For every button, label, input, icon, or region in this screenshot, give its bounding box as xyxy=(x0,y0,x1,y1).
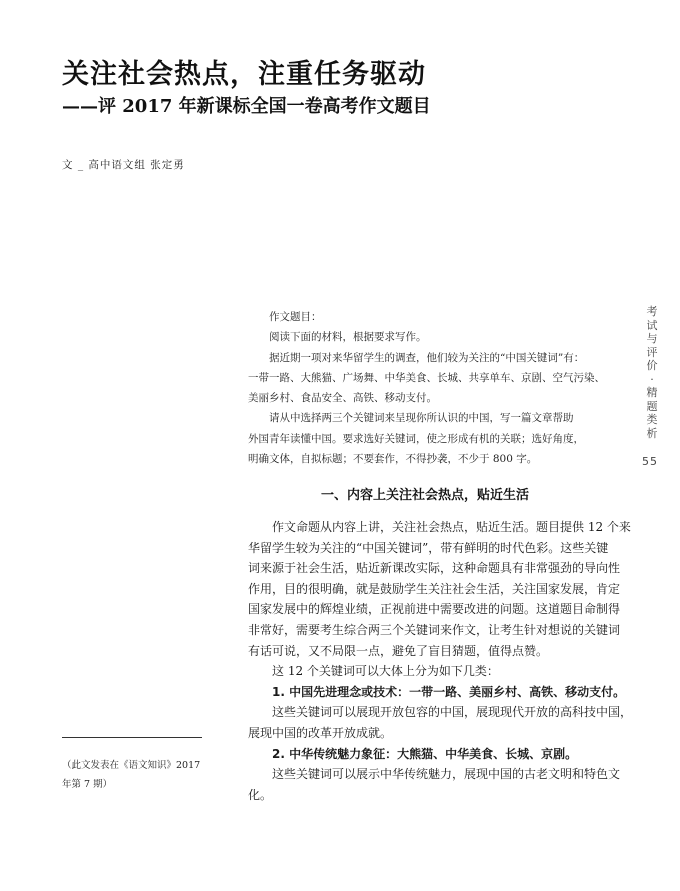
body-line: 华留学生较为关注的“中国关键词”，带有鲜明的时代色彩。这些关键 xyxy=(248,540,609,555)
body-line: 非常好，需要考生综合两三个关键词来作文，让考生针对想说的关键词 xyxy=(248,622,621,637)
sidebar-char: · xyxy=(650,372,654,386)
sidebar-char: 精 xyxy=(646,386,658,399)
footnote-line: （此文发表在《语文知识》2017 xyxy=(62,760,201,771)
body-line: 有话可说，又不局限一点，避免了盲目猜题，值得点赞。 xyxy=(248,643,549,658)
footnote-line: 年第 7 期） xyxy=(62,779,113,790)
body-line: 词来源于社会生活，贴近新课改实际，这种命题具有非常强劲的导向性 xyxy=(248,561,621,576)
category-heading: 2. 中华传统魅力象征：大熊猫、中华美食、长城、京剧。 xyxy=(272,746,578,761)
prompt-line: 一带一路、大熊猫、广场舞、中华美食、长城、共享单车、京剧、空气污染、 xyxy=(248,371,605,384)
body-line: 这 12 个关键词可以大体上分为如下几类： xyxy=(272,664,499,679)
category-heading: 1. 中国先进理念或技术：一带一路、美丽乡村、高铁、移动支付。 xyxy=(272,684,626,699)
body-line: 作文命题从内容上讲，关注社会热点，贴近生活。题目提供 12 个来 xyxy=(272,520,631,534)
article-title: 关注社会热点，注重任务驱动 xyxy=(62,59,426,90)
sidebar-char: 与 xyxy=(646,332,658,345)
prompt-line: 据近期一项对来华留学生的调查，他们较为关注的“中国关键词”有： xyxy=(269,351,585,364)
body-line: 这些关键词可以展示中华传统魅力，展现中国的古老文明和特色文 xyxy=(272,767,621,782)
page-number: 55 xyxy=(642,455,658,468)
body-line: 作用，目的很明确，就是鼓励学生关注社会生活，关注国家发展，肯定 xyxy=(248,581,621,596)
sidebar-char: 析 xyxy=(646,426,658,440)
body-line: 化。 xyxy=(248,787,273,802)
section-heading: 一、内容上关注社会热点，贴近生活 xyxy=(320,488,529,503)
author-byline: 文 _ 高中语文组 张定勇 xyxy=(62,159,185,171)
sidebar-char: 评 xyxy=(646,345,658,359)
body-line: 展现中国的改革开放成就。 xyxy=(248,725,393,740)
prompt-line: 阅读下面的材料，根据要求写作。 xyxy=(269,331,427,344)
prompt-line: 美丽乡村、食品安全、高铁、移动支付。 xyxy=(248,392,437,405)
prompt-label: 作文题目： xyxy=(269,311,322,323)
prompt-line: 外国青年读懂中国。要求选好关键词，使之形成有机的关联；选好角度， xyxy=(248,432,584,445)
body-line: 这些关键词可以展现开放包容的中国，展现现代开放的高科技中国， xyxy=(272,705,633,720)
body-line: 国家发展中的辉煌业绩，正视前进中需要改进的问题。这道题目命制得 xyxy=(248,602,621,617)
sidebar-char: 试 xyxy=(646,318,658,332)
prompt-line: 明确文体，自拟标题；不要套作，不得抄袭，不少于 800 字。 xyxy=(248,453,538,466)
sidebar-char: 题 xyxy=(646,399,658,413)
essay-prompt-block xyxy=(248,307,605,469)
article-body xyxy=(248,517,633,805)
footnote-divider xyxy=(62,737,202,738)
section-sidebar-label xyxy=(645,305,659,440)
sidebar-char: 价 xyxy=(646,359,658,372)
sidebar-char: 考 xyxy=(646,305,658,318)
prompt-line: 请从中选择两三个关键词来呈现你所认识的中国，写一篇文章帮助 xyxy=(269,412,574,425)
article-subtitle: ——评 2017 年新课标全国一卷高考作文题目 xyxy=(62,96,431,117)
footnote xyxy=(62,756,200,794)
sidebar-char: 类 xyxy=(646,413,658,426)
